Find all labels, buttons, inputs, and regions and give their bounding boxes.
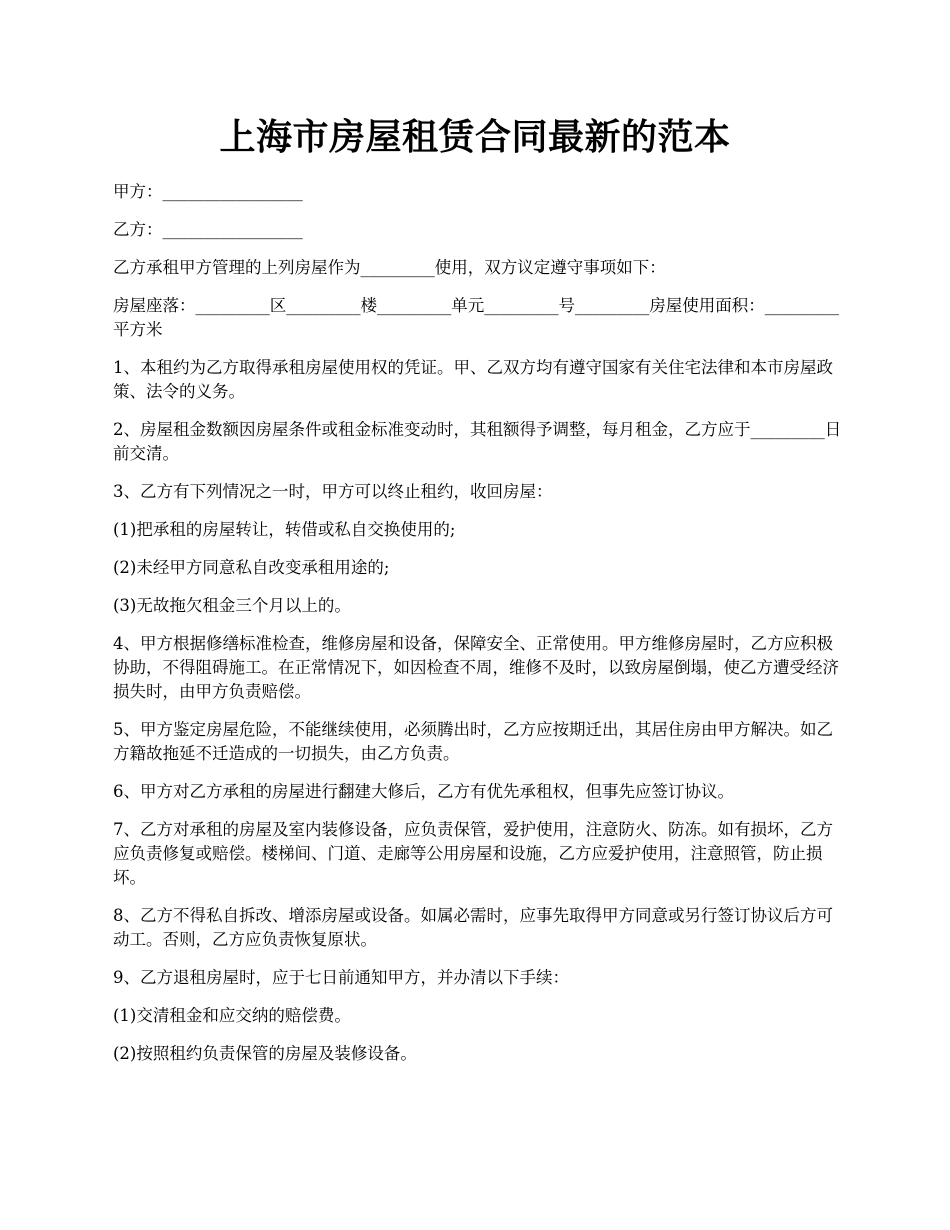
document-title: 上海市房屋租赁合同最新的范本 <box>219 116 731 158</box>
clause-5: 5、甲方鉴定房屋危险，不能继续使用，必须腾出时，乙方应按期迁出，其居住房由甲方解决。如乙方籍故拖延不迁造成的一切损失，由乙方负责。 <box>113 720 833 763</box>
clause-3: 3、乙方有下列情况之一时，甲方可以终止租约，收回房屋： <box>113 482 553 501</box>
clause-9-item-1: (1)交清租金和应交纳的赔偿费。 <box>113 1006 351 1025</box>
party-a-line: 甲方：_________________ <box>113 182 303 201</box>
clause-7: 7、乙方对承租的房屋及室内装修设备，应负责保管，爱护使用，注意防火、防冻。如有损坏，乙方应负责修复或赔偿。楼梯间、门道、走廊等公用房屋和设施，乙方应爱护使用，注意照管，防止损坏。 <box>113 820 833 887</box>
clause-9-item-2: (2)按照租约负责保管的房屋及装修设备。 <box>113 1044 417 1063</box>
clause-2: 2、房屋租金数额因房屋条件或租金标准变动时，其租额得予调整，每月租金，乙方应于_________日前交清。 <box>113 420 842 463</box>
document-body <box>113 180 848 1080</box>
clause-8: 8、乙方不得私自拆改、增添房屋或设备。如属必需时，应事先取得甲方同意或另行签订协议后方可动工。否则，乙方应负责恢复原状。 <box>113 906 833 949</box>
clause-3-item-1: (1)把承租的房屋转让，转借或私自交换使用的; <box>113 520 456 539</box>
party-b-line: 乙方：_________________ <box>113 220 303 239</box>
clause-4: 4、甲方根据修缮标准检查，维修房屋和设备，保障安全、正常使用。甲方维修房屋时，乙方应积极协助，不得阻碍施工。在正常情况下，如因检查不周，维修不及时，以致房屋倒塌，使乙方遭受经济损失时，由甲方负责赔偿。 <box>113 634 839 701</box>
usage-purpose-paragraph: 乙方承租甲方管理的上列房屋作为_________使用，双方议定遵守事项如下： <box>113 258 666 277</box>
clause-3-item-3: (3)无故拖欠租金三个月以上的。 <box>113 596 351 615</box>
property-location-paragraph: 房屋座落：_________区_________楼_________单元_________号_________房屋使用面积：_________平方米 <box>113 296 839 339</box>
clause-9: 9、乙方退租房屋时，应于七日前通知甲方，并办清以下手续： <box>113 968 569 987</box>
clause-6: 6、甲方对乙方承租的房屋进行翻建大修后，乙方有优先承租权，但事先应签订协议。 <box>113 782 734 801</box>
clause-3-item-2: (2)未经甲方同意私自改变承租用途的; <box>113 558 390 577</box>
clause-1: 1、本租约为乙方取得承租房屋使用权的凭证。甲、乙双方均有遵守国家有关住宅法律和本市房屋政策、法令的义务。 <box>113 358 833 401</box>
